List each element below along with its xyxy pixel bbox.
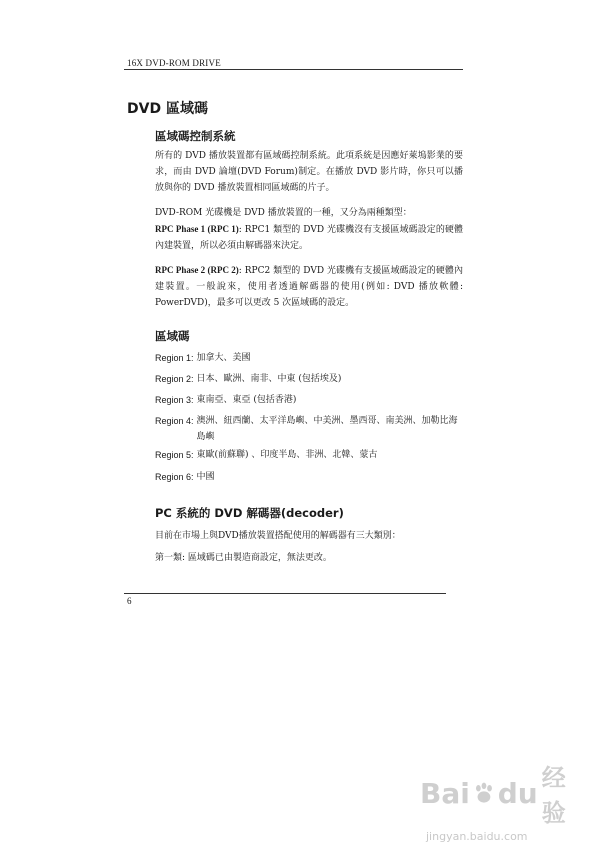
region-label: Region 1:: [155, 353, 194, 363]
rpc2-text: : RPC2 類型的 DVD 光碟機有支援區域碼設定的硬體內建裝置。一般說來，使用者透過解碼器的使用(例如: DVD 播放軟體: PowerDVD)，最多可以更改 5 次區域碼的設定。: [155, 266, 463, 308]
region-label: Region 5:: [155, 450, 194, 460]
paw-icon: [472, 778, 496, 808]
region-value: 加拿大、美國: [196, 353, 251, 363]
baidu-jingyan-watermark: [420, 758, 580, 843]
region-value: 中國: [196, 472, 215, 482]
region-value: 東歐(前蘇聯) 、印度半島、非洲、北韓、蒙古: [196, 450, 378, 460]
watermark-cn: 经验: [541, 764, 566, 827]
region-item: [155, 371, 465, 387]
region-value: 日本、歐洲、南非、中東 (包括埃及): [196, 374, 342, 384]
region-item: [155, 447, 465, 463]
paragraph-intro: 所有的 DVD 播放裝置都有區域碼控制系統。此項系統是因應好萊塢影業的要求，而由 DVD 論壇(DVD Forum)制定。在播放 DVD 影片時，你只可以播放與你的 DVD 播放裝置相同區域碼的片子。: [155, 151, 463, 193]
pc-decoder-title: PC 系統的 DVD 解碼器(decoder): [155, 506, 344, 520]
region-item: [155, 413, 465, 445]
rpc2-label: RPC Phase 2 (RPC 2): [155, 265, 239, 275]
region-item: [155, 392, 465, 408]
region-item: [155, 350, 465, 366]
rpc1-label: RPC Phase 1 (RPC 1): [155, 224, 239, 234]
watermark-brand-right: du: [497, 776, 538, 810]
subsection-title-control: 區域碼控制系統: [155, 129, 236, 143]
watermark-brand-left: Bai: [420, 776, 470, 810]
region-label: Region 2:: [155, 374, 194, 384]
region-value: 東南亞、東亞 (包括香港): [196, 395, 297, 405]
region-label: Region 3:: [155, 395, 194, 405]
region-label: Region 4:: [155, 416, 194, 426]
page-number: 6: [127, 596, 132, 606]
paragraph-rpc2: [155, 262, 463, 311]
subsection-title-regions: 區域碼: [155, 329, 190, 343]
paragraph-drive-types: DVD-ROM 光碟機是 DVD 播放裝置的一種，又分為兩種類型：: [155, 208, 412, 218]
region-value: 澳洲、紐西蘭、太平洋島嶼、中美洲、墨西哥、南美洲、加勒比海島嶼: [196, 416, 458, 442]
region-label: Region 6:: [155, 472, 194, 482]
region-item: [155, 469, 465, 485]
rpc1-text: : RPC1 類型的 DVD 光碟機沒有支援區域碼設定的硬體內建裝置，所以必須由解碼器來決定。: [155, 225, 463, 251]
watermark-url: jingyan.baidu.com: [426, 830, 528, 843]
paragraph-decoder-categories: 目前在市場上與DVD播放裝置搭配使用的解碼器有三大類別：: [155, 531, 401, 541]
header-rule: [124, 69, 463, 70]
section-title: DVD 區域碼: [127, 101, 208, 117]
paragraph-rpc1: [155, 221, 463, 254]
running-header: 16X DVD-ROM DRIVE: [127, 58, 221, 68]
footer-rule: [124, 593, 446, 594]
paragraph-decoder-type1: 第一類: 區域碼已由製造商設定，無法更改。: [155, 553, 332, 563]
